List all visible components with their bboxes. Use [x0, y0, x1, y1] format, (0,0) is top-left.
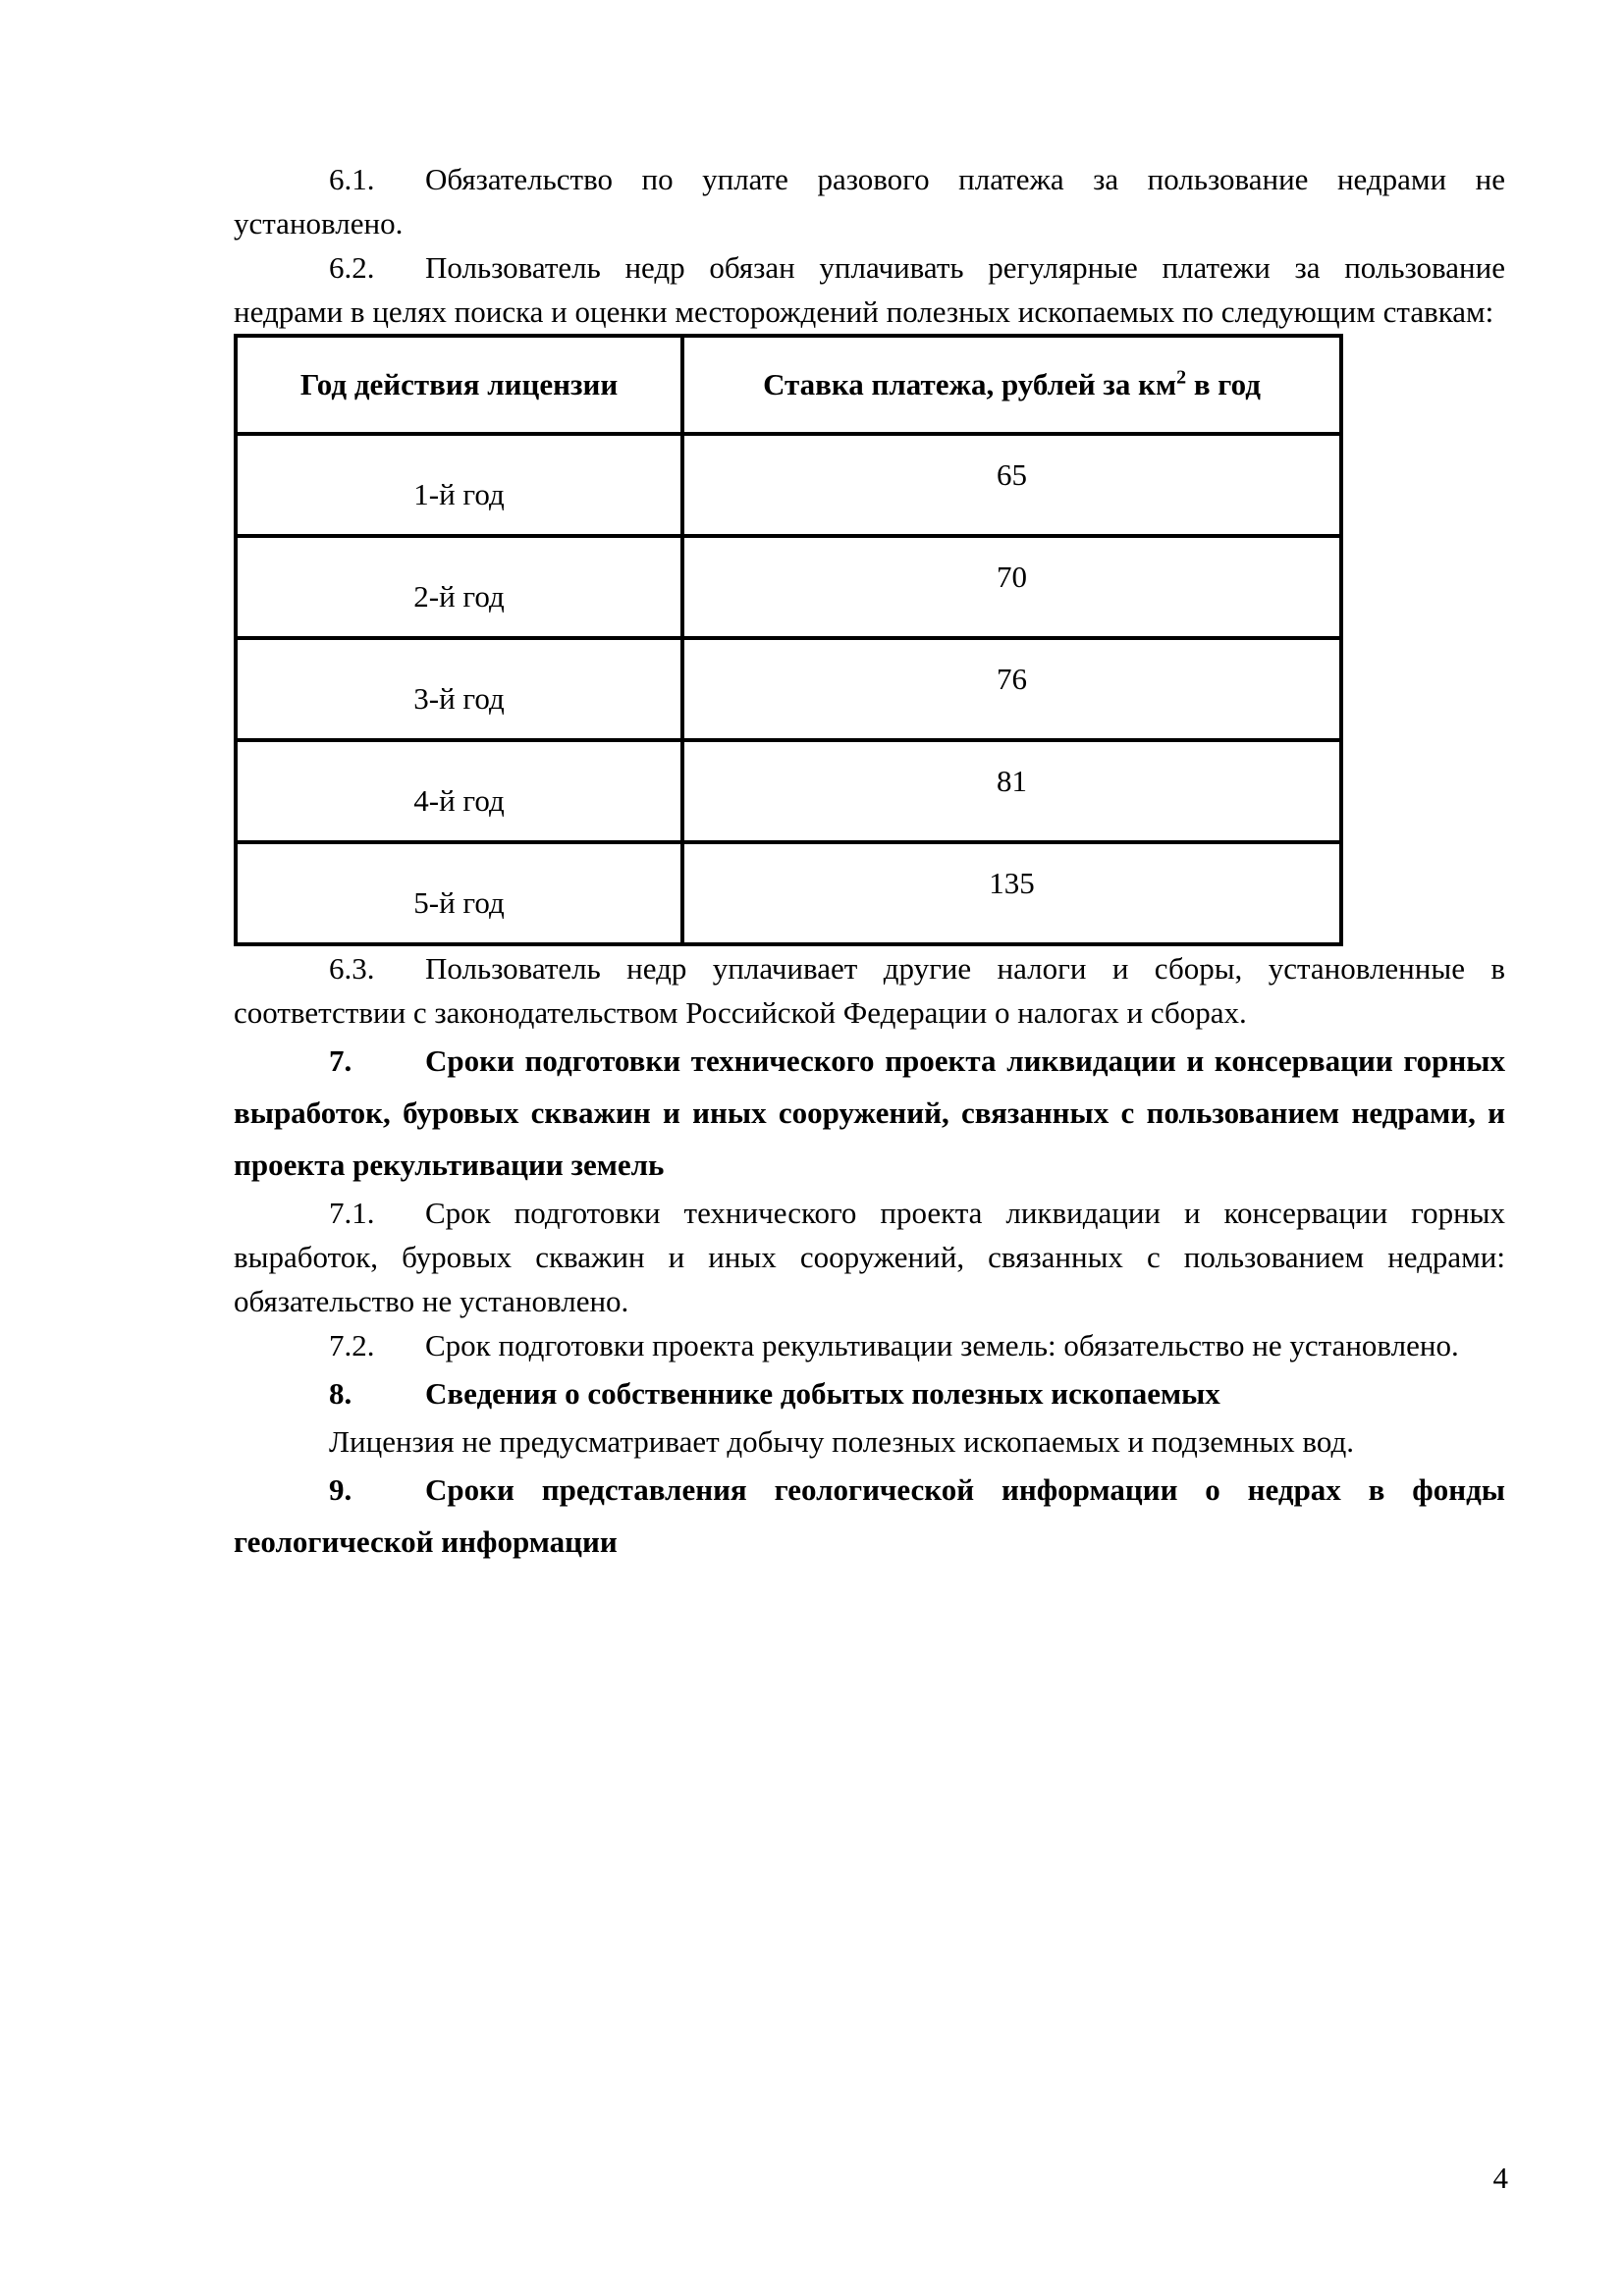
paragraph-text: Пользователь недр уплачивает другие налоги и сборы, установленные в соответствии с законодательством Российской Федерации о налогах и сборах. — [234, 951, 1505, 1030]
section-number: 8. — [329, 1376, 352, 1411]
table-header-year: Год действия лицензии — [236, 336, 682, 434]
section-heading-8 — [234, 1367, 1505, 1419]
section-number: 7. — [329, 1043, 352, 1078]
table-row — [236, 536, 1341, 638]
section-heading-7 — [234, 1035, 1505, 1191]
section-number: 9. — [329, 1472, 352, 1507]
paragraph-text: Лицензия не предусматривает добычу полезных ископаемых и подземных вод. — [329, 1424, 1354, 1459]
section-heading-9 — [234, 1464, 1505, 1568]
section-title: Сроки представления геологической информации о недрах в фонды геологической информации — [234, 1472, 1505, 1559]
paragraph-number: 6.2. — [329, 250, 375, 285]
paragraph-number: 6.1. — [329, 162, 375, 196]
header-rate-suffix: в год — [1186, 367, 1261, 401]
paragraph-number: 6.3. — [329, 951, 375, 986]
table-row — [236, 638, 1341, 740]
header-rate-superscript: 2 — [1176, 366, 1187, 389]
payment-rates-table — [234, 334, 1343, 946]
rate-cell: 70 — [682, 536, 1341, 638]
paragraph-number: 7.2. — [329, 1328, 375, 1362]
year-cell: 4-й год — [236, 740, 682, 842]
paragraph-text: Срок подготовки проекта рекультивации земель: обязательство не установлено. — [425, 1328, 1459, 1362]
paragraph-number: 7.1. — [329, 1196, 375, 1230]
year-cell: 5-й год — [236, 842, 682, 944]
page-number: 4 — [1492, 2161, 1508, 2195]
paragraph-text: Обязательство по уплате разового платежа за пользование недрами не установлено. — [234, 162, 1505, 240]
document-content — [234, 157, 1505, 1568]
section-title: Сроки подготовки технического проекта ликвидации и консервации горных выработок, буровых скважин и иных сооружений, связанных с пользованием недрами, и проекта рекультивации земель — [234, 1043, 1505, 1182]
table-row — [236, 740, 1341, 842]
paragraph-license — [234, 1419, 1505, 1464]
paragraph-text: Пользователь недр обязан уплачивать регулярные платежи за пользование недрами в целях поиска и оценки месторождений полезных ископаемых по следующим ставкам: — [234, 250, 1505, 329]
section-title: Сведения о собственнике добытых полезных ископаемых — [425, 1376, 1220, 1411]
table-header-rate — [682, 336, 1341, 434]
table-row — [236, 434, 1341, 536]
year-cell: 1-й год — [236, 434, 682, 536]
paragraph-7-1 — [234, 1191, 1505, 1323]
paragraph-text: Срок подготовки технического проекта ликвидации и консервации горных выработок, буровых скважин и иных сооружений, связанных с пользованием недрами: обязательство не установлено. — [234, 1196, 1505, 1318]
year-cell: 3-й год — [236, 638, 682, 740]
year-cell: 2-й год — [236, 536, 682, 638]
paragraph-6-2 — [234, 245, 1505, 334]
rate-cell: 76 — [682, 638, 1341, 740]
rate-cell: 81 — [682, 740, 1341, 842]
table-row — [236, 842, 1341, 944]
header-rate-prefix: Ставка платежа, рублей за км — [763, 367, 1177, 401]
rate-cell: 135 — [682, 842, 1341, 944]
table-header-row — [236, 336, 1341, 434]
paragraph-6-1 — [234, 157, 1505, 245]
rate-cell: 65 — [682, 434, 1341, 536]
paragraph-6-3 — [234, 946, 1505, 1035]
paragraph-7-2 — [234, 1323, 1505, 1367]
